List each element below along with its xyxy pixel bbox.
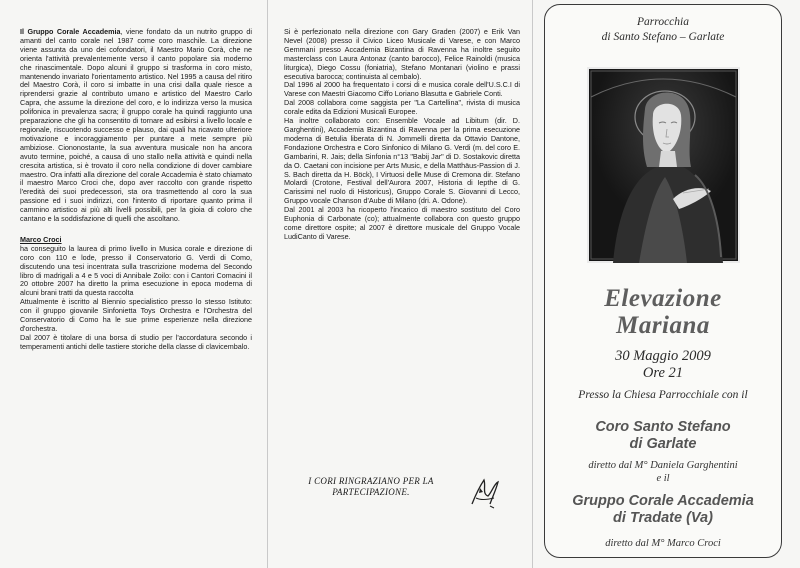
croci-paragraph-2: Attualmente è iscritto al Biennio specialistico presso lo stesso Istituto: con il gruppo giovanile Sinfonietta Toys Orchestra e l'Orchestra del Conservatorio di Como ha le sue prime esperienze nella direzione d'orchestra. <box>20 297 252 333</box>
title-line-2: Mariana <box>616 312 710 339</box>
choir-accademia <box>545 493 781 527</box>
choir2-line-2: di Tradate (Va) <box>613 510 713 526</box>
choir-santo-stefano <box>545 419 781 453</box>
bio-paragraph-5: Dal 2001 al 2003 ha ricoperto l'incarico di maestro sostituto del Coro Euphonia di Carbonate (co); attualmente collabora con questo gruppo come direttore ospite; al 2007 è direttore musicale del Gruppo Vocale LudiCanto di Varese. <box>284 205 520 241</box>
cover-panel <box>544 4 782 558</box>
choir2-line-1: Gruppo Corale Accademia <box>572 493 754 509</box>
parish-line-2: di Santo Stefano – Garlate <box>601 31 725 43</box>
croci-paragraph-1: ha conseguito la laurea di primo livello in Musica corale e direzione di coro con 110 e lode, presso il Conservatorio G. Verdi di Como, discutendo una tesi incentrata sulla trascrizione moderna del Secondo libro di madrigali a 4 e 5 voci di Annibale Zoilo: con i Cantori Comacini il 20 ottobre 2007 ha diretto la prima esecuzione in epoca moderna di alcuni brani tratti da questa raccolta <box>20 243 252 298</box>
intro-bold-name: Il Gruppo Corale Accademia <box>20 27 121 36</box>
event-venue: Presso la Chiesa Parrocchiale con il <box>578 389 748 401</box>
middle-panel <box>284 28 520 242</box>
bio-paragraph-2: Dal 1996 al 2000 ha frequentato i corsi di e musica corale dell'U.S.C.I di Varese con Maestri Giacomo Ciffo Loriano Blasutta e Gabriele Conti. <box>284 80 520 99</box>
croci-heading: Marco Croci <box>20 234 62 244</box>
connector-e-il: e il <box>656 473 670 484</box>
event-title <box>545 285 781 339</box>
left-panel <box>20 28 252 352</box>
intro-text: , viene fondato da un nutrito gruppo di amanti del canto corale nel 1987 come coro maschile. La direzione viene assunta da uno dei cofondatori, il Maestro Mario Corà, che ne orienta l'attività prevalentemente verso il canto popolare sia moderno che rinascimentale. Dopo alcuni il gruppo si trasforma in coro misto, mantenendo invariato l'orientamento artistico. Nel 1995 a causa del ritiro del Maestro Corà, il coro si imbatte in una crisi dalla quale riesce a riprendersi grazie al contributo umano e artistico del Maestro Carlo Capra, che assume la direzione del coro, e lo indirizza verso la musica polifonica in prevalenza sacra; il gruppo corale ha quindi raggiunto una preparazione che gli ha consentito di tornare ad esibirsi a livello locale e regionale, riscuotendo successo e plauso, dai quali ha ricavato ulteriore motivazione e incoraggiamento per puntare a mete sempre più ambiziose. Ciononostante, la sua avventura musicale non ha ancora avuto termine, poiché, a causa di uno stallo nella attività e quindi nella crescita artistica, si è trovato il coro nella condizione di dover cambiare maestro. Ora infatti alla direzione del corale Accademia è stato chiamato il maestro Marco Croci che, dopo aver raccolto con grande rispetto l'eredità dei suoi predecessori, sta ora trasmettendo al coro la sua passione ed i suoi indirizzi, con l'intento di riportare quanto prima il cammino artistico ai più alti livelli possibili, per la gioia di coloro che cantano e la soddisfazione di quelli che ascoltano. <box>20 27 252 224</box>
madonna-painting <box>587 67 740 263</box>
parish-line-1: Parrocchia <box>637 16 689 28</box>
croci-paragraph-3: Dal 2007 è titolare di una borsa di studio per l'accordatura secondo i temperamenti antichi delle tastiere storiche della classe di clavicembalo. <box>20 332 252 351</box>
parish-header <box>545 15 781 45</box>
choir1-line-1: Coro Santo Stefano <box>595 419 731 435</box>
director1-line: diretto dal M° Daniela Garghentini <box>588 460 738 471</box>
signature-drawing <box>468 474 502 515</box>
event-date: 30 Maggio 2009 <box>615 348 711 364</box>
director-garghentini <box>545 459 781 485</box>
fold-line-right <box>532 0 533 568</box>
thanks-line-1: I CORI RINGRAZIANO PER LA <box>308 476 434 486</box>
thanks-note <box>296 476 446 498</box>
event-datetime <box>545 348 781 382</box>
director-croci: diretto dal M° Marco Croci <box>605 538 721 549</box>
choir1-line-2: di Garlate <box>629 436 697 452</box>
thanks-line-2: PARTECIPAZIONE. <box>332 487 410 497</box>
bio-paragraph-4: Ha inoltre collaborato con: Ensemble Vocale ad Libitum (dir. D. Garghentini), Accademia Bizantina di Ravenna per la prima esecuzione moderna di Betulia liberata di N. Jommelli diretta da Ottavio Dantone, Fondazione Orchestra e Coro Sinfonico di Milano G. Verdi (m. del coro E. Gambarini, R. Jais; della Sinfonia n°13 "Babij Jar" di D. Sostakovic diretta da O. Caetani con incisione per Arts Music, e della Matthäus-Passion di J. S. Bach diretta da H. Böck), I Virtuosi delle Muse di Cremona dir. Stefano Molardi (Crotone, Festival dell'Aurora 2007, Historia di Iepthe di G. Carissimi nel ruolo di Historicus), Gruppo Corale S. Giovanni di Lecco, Gruppo vocale Chanson d'Aube di Milano (dri. A. Odone). <box>284 116 520 206</box>
title-line-1: Elevazione <box>604 285 722 312</box>
bio-paragraph-3: Dal 2008 collabora come saggista per "La Cartellina", rivista di musica corale edita da Edizioni Musicali Europee. <box>284 98 520 117</box>
bio-paragraph-1: Si è perfezionato nella direzione con Gary Graden (2007) e Erik Van Nevel (2008) presso il Civico Liceo Musicale di Varese, e con Marco Gemmani presso Accademia Bizantina di Ravenna ha inoltre seguito masterclass con Laura Antonaz (canto barocco), Felice Rainoldi (musica liturgica), Diego Cossu (foniatria), Stefano Montanari (violino e prassi esecutiva barocca; continuista al cembalo). <box>284 27 520 81</box>
intro-paragraph <box>20 28 252 224</box>
fold-line-left <box>267 0 268 568</box>
event-time: Ore 21 <box>642 365 684 381</box>
